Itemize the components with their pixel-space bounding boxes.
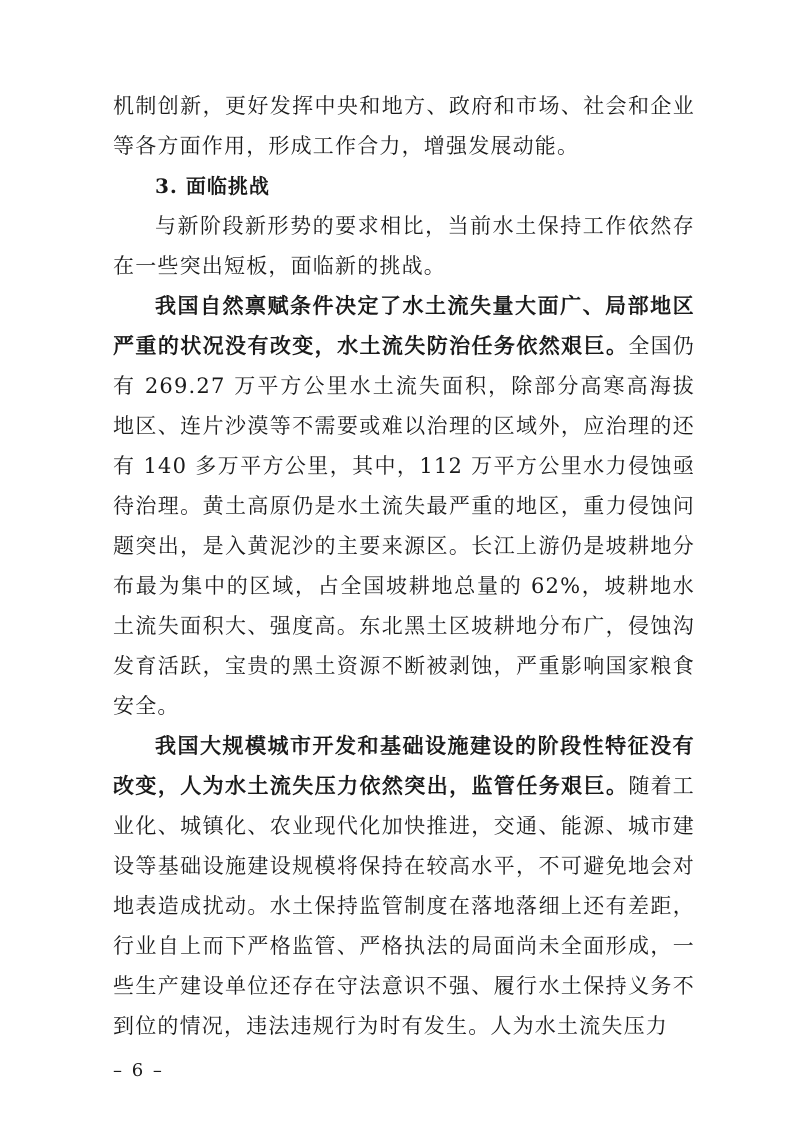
paragraph xyxy=(113,726,695,1046)
section-heading: 3. 面临挑战 xyxy=(155,174,270,198)
paragraph xyxy=(113,286,695,726)
paragraph-continuation xyxy=(113,86,695,166)
page-number: – 6 – xyxy=(113,1060,164,1081)
paragraph-text: 机制创新，更好发挥中央和地方、政府和市场、社会和企业等各方面作用，形成工作合力，增强发展动能。 xyxy=(113,94,695,158)
paragraph xyxy=(113,206,695,286)
paragraph-lead-bold: 我国大规模城市开发和基础设施建设的阶段性特征没有改变，人为水土流失压力依然突出，监管任务艰巨。 xyxy=(113,733,695,798)
paragraph-text: 随着工业化、城镇化、农业现代化加快推进，交通、能源、城市建设等基础设施建设规模将保持在较高水平，不可避免地会对地表造成扰动。水土保持监管制度在落地落细上还有差距，行业自上而下严格监管、严格执法的局面尚未全面形成，一些生产建设单位还存在守法意识不强、履行水土保持义务不到位的情况，违法违规行为时有发生。人为水土流失压力 xyxy=(113,774,695,1038)
paragraph-text: 全国仍有 269.27 万平方公里水土流失面积，除部分高寒高海拔地区、连片沙漠等不需要或难以治理的区域外，应治理的还有 140 多万平方公里，其中，112 万平方公里水力侵蚀亟待治理。黄土高原仍是水土流失最严重的地区，重力侵蚀问题突出，是入黄泥沙的主要来源区。长江上游仍是坡耕地分布最为集中的区域，占全国坡耕地总量的 62%，坡耕地水土流失面积大、强度高。东北黑土区坡耕地分布广，侵蚀沟发育活跃，宝贵的黑土资源不断被剥蚀，严重影响国家粮食安全。 xyxy=(113,334,695,718)
paragraph-text: 与新阶段新形势的要求相比，当前水土保持工作依然存在一些突出短板，面临新的挑战。 xyxy=(113,214,695,278)
body-text xyxy=(113,86,695,1046)
paragraph-lead-bold: 我国自然禀赋条件决定了水土流失量大面广、局部地区严重的状况没有改变，水土流失防治任务依然艰巨。 xyxy=(113,293,695,358)
